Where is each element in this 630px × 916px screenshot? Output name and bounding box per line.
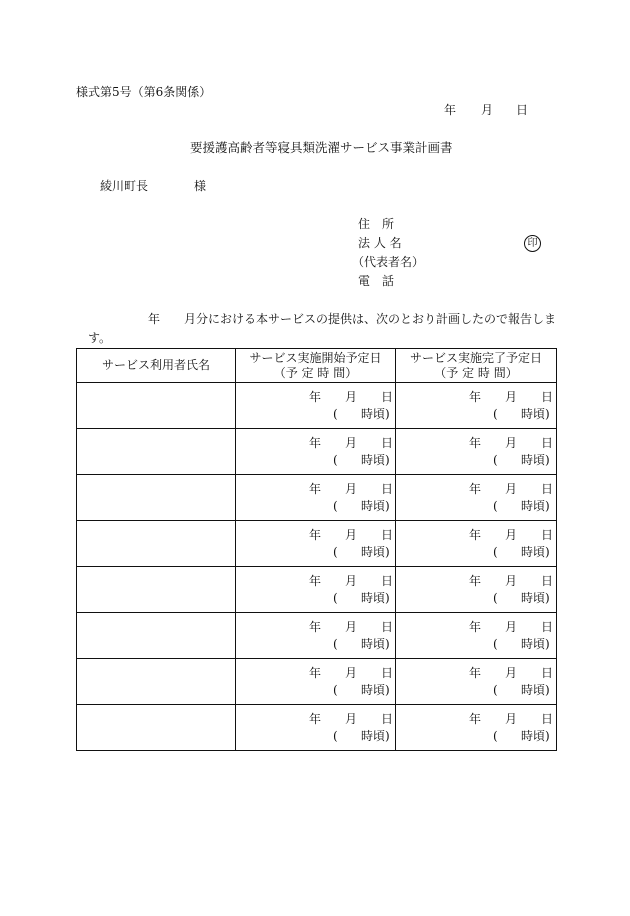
end-date-year: 年 [469, 666, 482, 680]
header-end [396, 349, 557, 383]
start-date-year: 年 [309, 436, 322, 450]
start-date-month: 月 [345, 712, 358, 726]
end-date-cell[interactable] [396, 475, 557, 521]
end-date-time: 時頃) [521, 499, 550, 513]
end-date-day: 日 [541, 666, 554, 680]
end-date-year: 年 [469, 390, 482, 404]
end-date-day: 日 [541, 574, 554, 588]
table-row [77, 659, 557, 705]
body-line-2: す。 [88, 331, 112, 345]
end-date-time: 時頃) [521, 683, 550, 697]
table-row [77, 613, 557, 659]
body-year: 年 [148, 312, 161, 326]
start-date-paren: ( [333, 591, 338, 605]
end-date-year: 年 [469, 712, 482, 726]
start-date-time: 時頃) [361, 499, 390, 513]
start-date-year: 年 [309, 712, 322, 726]
end-date-day: 日 [541, 436, 554, 450]
end-date-month: 月 [505, 574, 518, 588]
document-title: 要援護高齢者等寝具類洗濯サービス事業計画書 [190, 140, 453, 155]
table-row [77, 383, 557, 429]
end-date-month: 月 [505, 436, 518, 450]
start-date-paren: ( [333, 545, 338, 559]
start-date-month: 月 [345, 666, 358, 680]
table-row [77, 429, 557, 475]
end-date-month: 月 [505, 390, 518, 404]
start-date-time: 時頃) [361, 407, 390, 421]
end-date-cell[interactable] [396, 613, 557, 659]
start-date-year: 年 [309, 390, 322, 404]
start-date-day: 日 [381, 390, 394, 404]
end-date-time: 時頃) [521, 407, 550, 421]
end-date-year: 年 [469, 620, 482, 634]
end-date-month: 月 [505, 528, 518, 542]
start-date-paren: ( [333, 453, 338, 467]
start-date-year: 年 [309, 620, 322, 634]
end-date-time: 時頃) [521, 453, 550, 467]
end-date-month: 月 [505, 666, 518, 680]
end-date-paren: ( [493, 591, 498, 605]
start-date-cell[interactable] [236, 659, 396, 705]
start-date-time: 時頃) [361, 637, 390, 651]
addressee-name: 綾川町長 [100, 179, 149, 193]
start-date-month: 月 [345, 528, 358, 542]
form-reference: 様式第5号（第6条関係） [76, 85, 212, 99]
start-date-year: 年 [309, 528, 322, 542]
start-date-cell[interactable] [236, 383, 396, 429]
start-date-cell[interactable] [236, 705, 396, 751]
start-date-paren: ( [333, 729, 338, 743]
user-name-cell[interactable] [77, 705, 236, 751]
end-date-day: 日 [541, 390, 554, 404]
representative-label: （代表者名） [352, 255, 425, 269]
date-day: 日 [516, 103, 529, 117]
end-date-month: 月 [505, 620, 518, 634]
end-date-day: 日 [541, 482, 554, 496]
start-date-month: 月 [345, 574, 358, 588]
start-date-cell[interactable] [236, 429, 396, 475]
start-date-time: 時頃) [361, 729, 390, 743]
end-date-paren: ( [493, 545, 498, 559]
start-date-day: 日 [381, 574, 394, 588]
end-date-paren: ( [493, 637, 498, 651]
user-name-cell[interactable] [77, 659, 236, 705]
start-date-month: 月 [345, 436, 358, 450]
start-date-paren: ( [333, 407, 338, 421]
end-date-year: 年 [469, 574, 482, 588]
table-header-row [77, 349, 557, 383]
end-date-day: 日 [541, 528, 554, 542]
user-name-cell[interactable] [77, 613, 236, 659]
end-date-paren: ( [493, 729, 498, 743]
end-date-year: 年 [469, 482, 482, 496]
start-date-year: 年 [309, 666, 322, 680]
start-date-time: 時頃) [361, 453, 390, 467]
seal-mark: 印 [524, 235, 541, 252]
start-date-day: 日 [381, 666, 394, 680]
end-date-cell[interactable] [396, 659, 557, 705]
start-date-cell[interactable] [236, 613, 396, 659]
table-row [77, 475, 557, 521]
header-end-sub: （予 定 時 間） [434, 365, 518, 380]
header-start [236, 349, 396, 383]
start-date-year: 年 [309, 482, 322, 496]
end-date-time: 時頃) [521, 545, 550, 559]
end-date-day: 日 [541, 620, 554, 634]
addressee-honorific: 様 [194, 179, 207, 193]
start-date-cell[interactable] [236, 475, 396, 521]
user-name-cell[interactable] [77, 521, 236, 567]
end-date-paren: ( [493, 453, 498, 467]
start-date-time: 時頃) [361, 545, 390, 559]
end-date-cell[interactable] [396, 383, 557, 429]
end-date-cell[interactable] [396, 705, 557, 751]
start-date-day: 日 [381, 620, 394, 634]
start-date-day: 日 [381, 528, 394, 542]
end-date-time: 時頃) [521, 637, 550, 651]
table-row [77, 521, 557, 567]
date-month: 月 [481, 103, 494, 117]
start-date-month: 月 [345, 482, 358, 496]
start-date-paren: ( [333, 637, 338, 651]
header-start-label: サービス実施開始予定日 [249, 350, 382, 365]
header-start-sub: （予 定 時 間） [273, 365, 358, 380]
header-end-label: サービス実施完了予定日 [409, 350, 542, 365]
start-date-month: 月 [345, 620, 358, 634]
start-date-month: 月 [345, 390, 358, 404]
start-date-day: 日 [381, 436, 394, 450]
user-name-cell[interactable] [77, 567, 236, 613]
body-line-1: 月分における本サービスの提供は、次のとおり計画したので報告しま [184, 312, 557, 326]
end-date-cell[interactable] [396, 429, 557, 475]
end-date-year: 年 [469, 436, 482, 450]
table-row [77, 705, 557, 751]
start-date-cell[interactable] [236, 567, 396, 613]
phone-label: 電 話 [358, 274, 395, 288]
header-user-name: サービス利用者氏名 [77, 349, 236, 383]
start-date-time: 時頃) [361, 683, 390, 697]
end-date-time: 時頃) [521, 591, 550, 605]
start-date-time: 時頃) [361, 591, 390, 605]
start-date-paren: ( [333, 683, 338, 697]
date-year: 年 [444, 103, 457, 117]
user-name-cell[interactable] [77, 383, 236, 429]
plan-table [76, 348, 557, 751]
start-date-day: 日 [381, 482, 394, 496]
start-date-cell[interactable] [236, 521, 396, 567]
end-date-cell[interactable] [396, 521, 557, 567]
end-date-time: 時頃) [521, 729, 550, 743]
start-date-year: 年 [309, 574, 322, 588]
end-date-day: 日 [541, 712, 554, 726]
end-date-paren: ( [493, 407, 498, 421]
corp-name-label: 法 人 名 [358, 236, 402, 250]
end-date-month: 月 [505, 712, 518, 726]
table-row [77, 567, 557, 613]
end-date-paren: ( [493, 683, 498, 697]
start-date-paren: ( [333, 499, 338, 513]
user-name-cell[interactable] [77, 429, 236, 475]
end-date-cell[interactable] [396, 567, 557, 613]
start-date-day: 日 [381, 712, 394, 726]
end-date-month: 月 [505, 482, 518, 496]
address-label: 住 所 [358, 217, 395, 231]
end-date-paren: ( [493, 499, 498, 513]
user-name-cell[interactable] [77, 475, 236, 521]
end-date-year: 年 [469, 528, 482, 542]
